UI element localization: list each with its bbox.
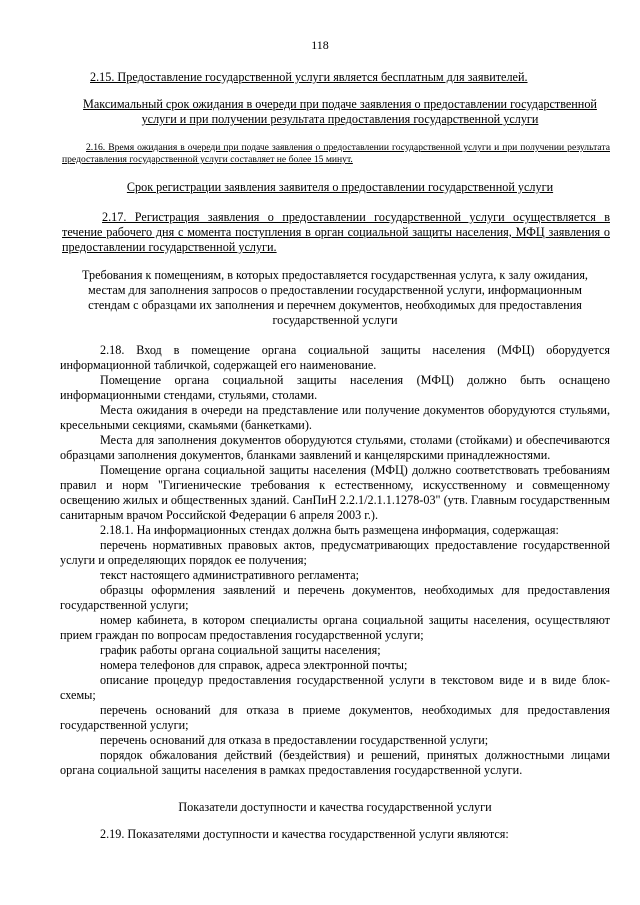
heading-premises: Требования к помещениям, в которых предоставляется государственная услуга, к залу ожидания, местам для заполнения запросов о предоставлении государственной услуги, информационным стендам с образцами их заполнения и перечнем документов, необходимых для предоставления государственной услуги	[82, 268, 588, 327]
section-2-18	[60, 343, 610, 778]
heading-waiting-time	[70, 97, 610, 127]
section-2-19: 2.19. Показателями доступности и качества государственной услуги являются:	[100, 827, 509, 841]
list-item: перечень оснований для отказа в предоставлении государственной услуги;	[100, 733, 489, 747]
paragraph: Помещение органа социальной защиты населения (МФЦ) должно быть оснащено информационными стендами, стульями, столами.	[60, 373, 610, 402]
list-item: описание процедур предоставления государственной услуги в текстовом виде и в виде блок-схемы;	[60, 673, 610, 702]
section-2-15: 2.15. Предоставление государственной услуги является бесплатным для заявителей.	[90, 70, 528, 84]
heading-waiting-time-text: Максимальный срок ожидания в очереди при подаче заявления о предоставлении государственной услуги и при получении результата предоставления государственной услуги	[83, 97, 597, 126]
list-item: образцы оформления заявлений и перечень документов, необходимых для предоставления государственной услуги;	[60, 583, 610, 612]
list-item: порядок обжалования действий (бездействия) и решений, принятых должностными лицами органа социальной защиты населения в рамках предоставления государственной услуги.	[60, 748, 610, 777]
paragraph: 2.18.1. На информационных стендах должна быть размещена информация, содержащая:	[100, 523, 559, 537]
list-item: номер кабинета, в котором специалисты органа социальной защиты населения, осуществляют прием граждан по вопросам предоставления государственной услуги;	[60, 613, 610, 642]
page-number: 118	[311, 38, 329, 52]
section-2-17: 2.17. Регистрация заявления о предоставлении государственной услуги осуществляется в течение рабочего дня с момента поступления в орган социальной защиты населения, МФЦ заявления о предоставлении государственной услуги.	[62, 210, 610, 254]
list-item: номера телефонов для справок, адреса электронной почты;	[100, 658, 408, 672]
heading-indicators: Показатели доступности и качества государственной услуги	[178, 800, 492, 814]
list-item: перечень нормативных правовых актов, предусматривающих предоставление государственной услуги и определяющих порядок ее получения;	[60, 538, 610, 567]
paragraph: Места для заполнения документов оборудуются стульями, столами (стойками) и обеспечиваются образцами заполнения документов, бланками заявлений и канцелярскими принадлежностями.	[60, 433, 610, 462]
paragraph: Помещение органа социальной защиты населения (МФЦ) должно соответствовать требованиям правил и норм "Гигиенические требования к естественному, искусственному и совмещенному освещению жилых и общественных зданий. СанПиН 2.2.1/2.1.1.1278-03" (утв. Главным государственным санитарным врачом Российской Федерации 6 апреля 2003 г.).	[60, 463, 610, 522]
paragraph: 2.18. Вход в помещение органа социальной защиты населения (МФЦ) оборудуется информационной табличкой, содержащей его наименование.	[60, 343, 610, 372]
list-item: график работы органа социальной защиты населения;	[100, 643, 381, 657]
list-item: перечень оснований для отказа в приеме документов, необходимых для предоставления государственной услуги;	[60, 703, 610, 732]
paragraph: Места ожидания в очереди на представление или получение документов оборудуются стульями, кресельными секциями, скамьями (банкетками).	[60, 403, 610, 432]
list-item: текст настоящего административного регламента;	[100, 568, 360, 582]
heading-registration: Срок регистрации заявления заявителя о предоставлении государственной услуги	[126, 180, 554, 194]
section-2-16: 2.16. Время ожидания в очереди при подаче заявления о предоставлении государственной услуги и при получении результата предоставления государственной услуги составляет не более 15 минут.	[62, 142, 610, 165]
